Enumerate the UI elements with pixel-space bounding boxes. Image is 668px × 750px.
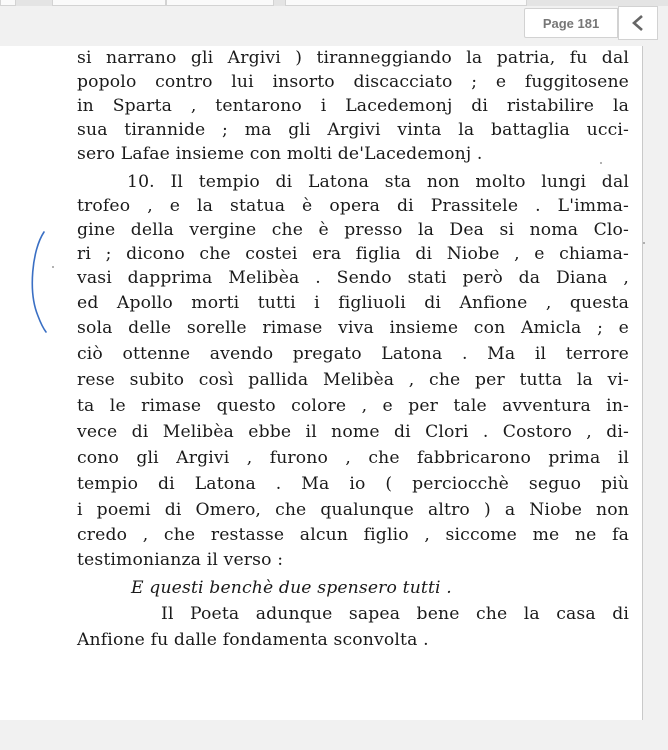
text-line: ri ; dicono che costei era figlia di Niobe , e chiama- bbox=[77, 244, 629, 264]
text-line: i poemi di Omero, che qualunque altro ) a Niobe non bbox=[77, 500, 629, 520]
toolbar-tab[interactable] bbox=[52, 0, 166, 6]
scan-speck bbox=[52, 266, 54, 268]
text-line: ta le rimase questo colore , e per tale avventura in- bbox=[77, 396, 629, 416]
text-line: vasi dapprima Melibèa . Sendo stati però da Diana , bbox=[77, 268, 629, 288]
previous-page-button[interactable] bbox=[618, 6, 658, 40]
browser-toolbar-strip bbox=[0, 0, 668, 6]
toolbar-tab[interactable] bbox=[285, 0, 527, 6]
text-line: gine della vergine che è presso la Dea si noma Clo- bbox=[77, 220, 629, 240]
text-line: sola delle sorelle rimase viva insieme con Amicla ; e bbox=[77, 318, 629, 338]
book-page bbox=[0, 46, 643, 720]
text-line: sero Lafae insieme con molti de'Lacedemonj . bbox=[77, 144, 483, 164]
text-line: vece di Melibèa ebbe il nome di Clori . Costoro , di- bbox=[77, 422, 629, 442]
paragraph-start-line: Il Poeta adunque sapea bene che la casa di bbox=[161, 604, 629, 624]
scan-speck bbox=[643, 242, 645, 244]
pen-annotation-bracket bbox=[30, 228, 60, 338]
scan-speck bbox=[600, 162, 602, 164]
text-line: ed Apollo morti tutti i figliuoli di Anfione , questa bbox=[77, 293, 629, 313]
paragraph-start-line: 10. Il tempio di Latona sta non molto lungi dal bbox=[127, 172, 629, 192]
text-line: rese subito così pallida Melibèa , che per tutta la vi- bbox=[77, 370, 629, 390]
text-line: Anfione fu dalle fondamenta sconvolta . bbox=[77, 630, 429, 650]
text-line: cono gli Argivi , furono , che fabbricarono prima il bbox=[77, 448, 629, 468]
text-line: in Sparta , tentarono i Lacedemonj di ristabilire la bbox=[77, 96, 629, 116]
text-line: trofeo , e la statua è opera di Prassitele . L'imma- bbox=[77, 196, 629, 216]
text-line: sua tirannide ; ma gli Argivi vinta la battaglia ucci- bbox=[77, 120, 629, 140]
text-line: tempio di Latona . Ma io ( perciocchè seguo più bbox=[77, 474, 629, 494]
toolbar-tab[interactable] bbox=[0, 0, 16, 6]
page-number-indicator: Page 181 bbox=[524, 8, 618, 38]
text-line: credo , che restasse alcun figlio , siccome me ne fa bbox=[77, 525, 629, 545]
chevron-left-icon bbox=[631, 14, 645, 32]
text-line: ciò ottenne avendo pregato Latona . Ma il terrore bbox=[77, 344, 629, 364]
text-line: si narrano gli Argivi ) tiranneggiando la patria, fu dal bbox=[77, 48, 629, 68]
toolbar-tab[interactable] bbox=[166, 0, 274, 6]
text-line: testimonianza il verso : bbox=[77, 550, 284, 570]
text-line: popolo contro lui insorto discacciato ; e fuggitosene bbox=[77, 72, 629, 92]
verse-quote-line: E questi benchè due spensero tutti . bbox=[131, 578, 452, 598]
